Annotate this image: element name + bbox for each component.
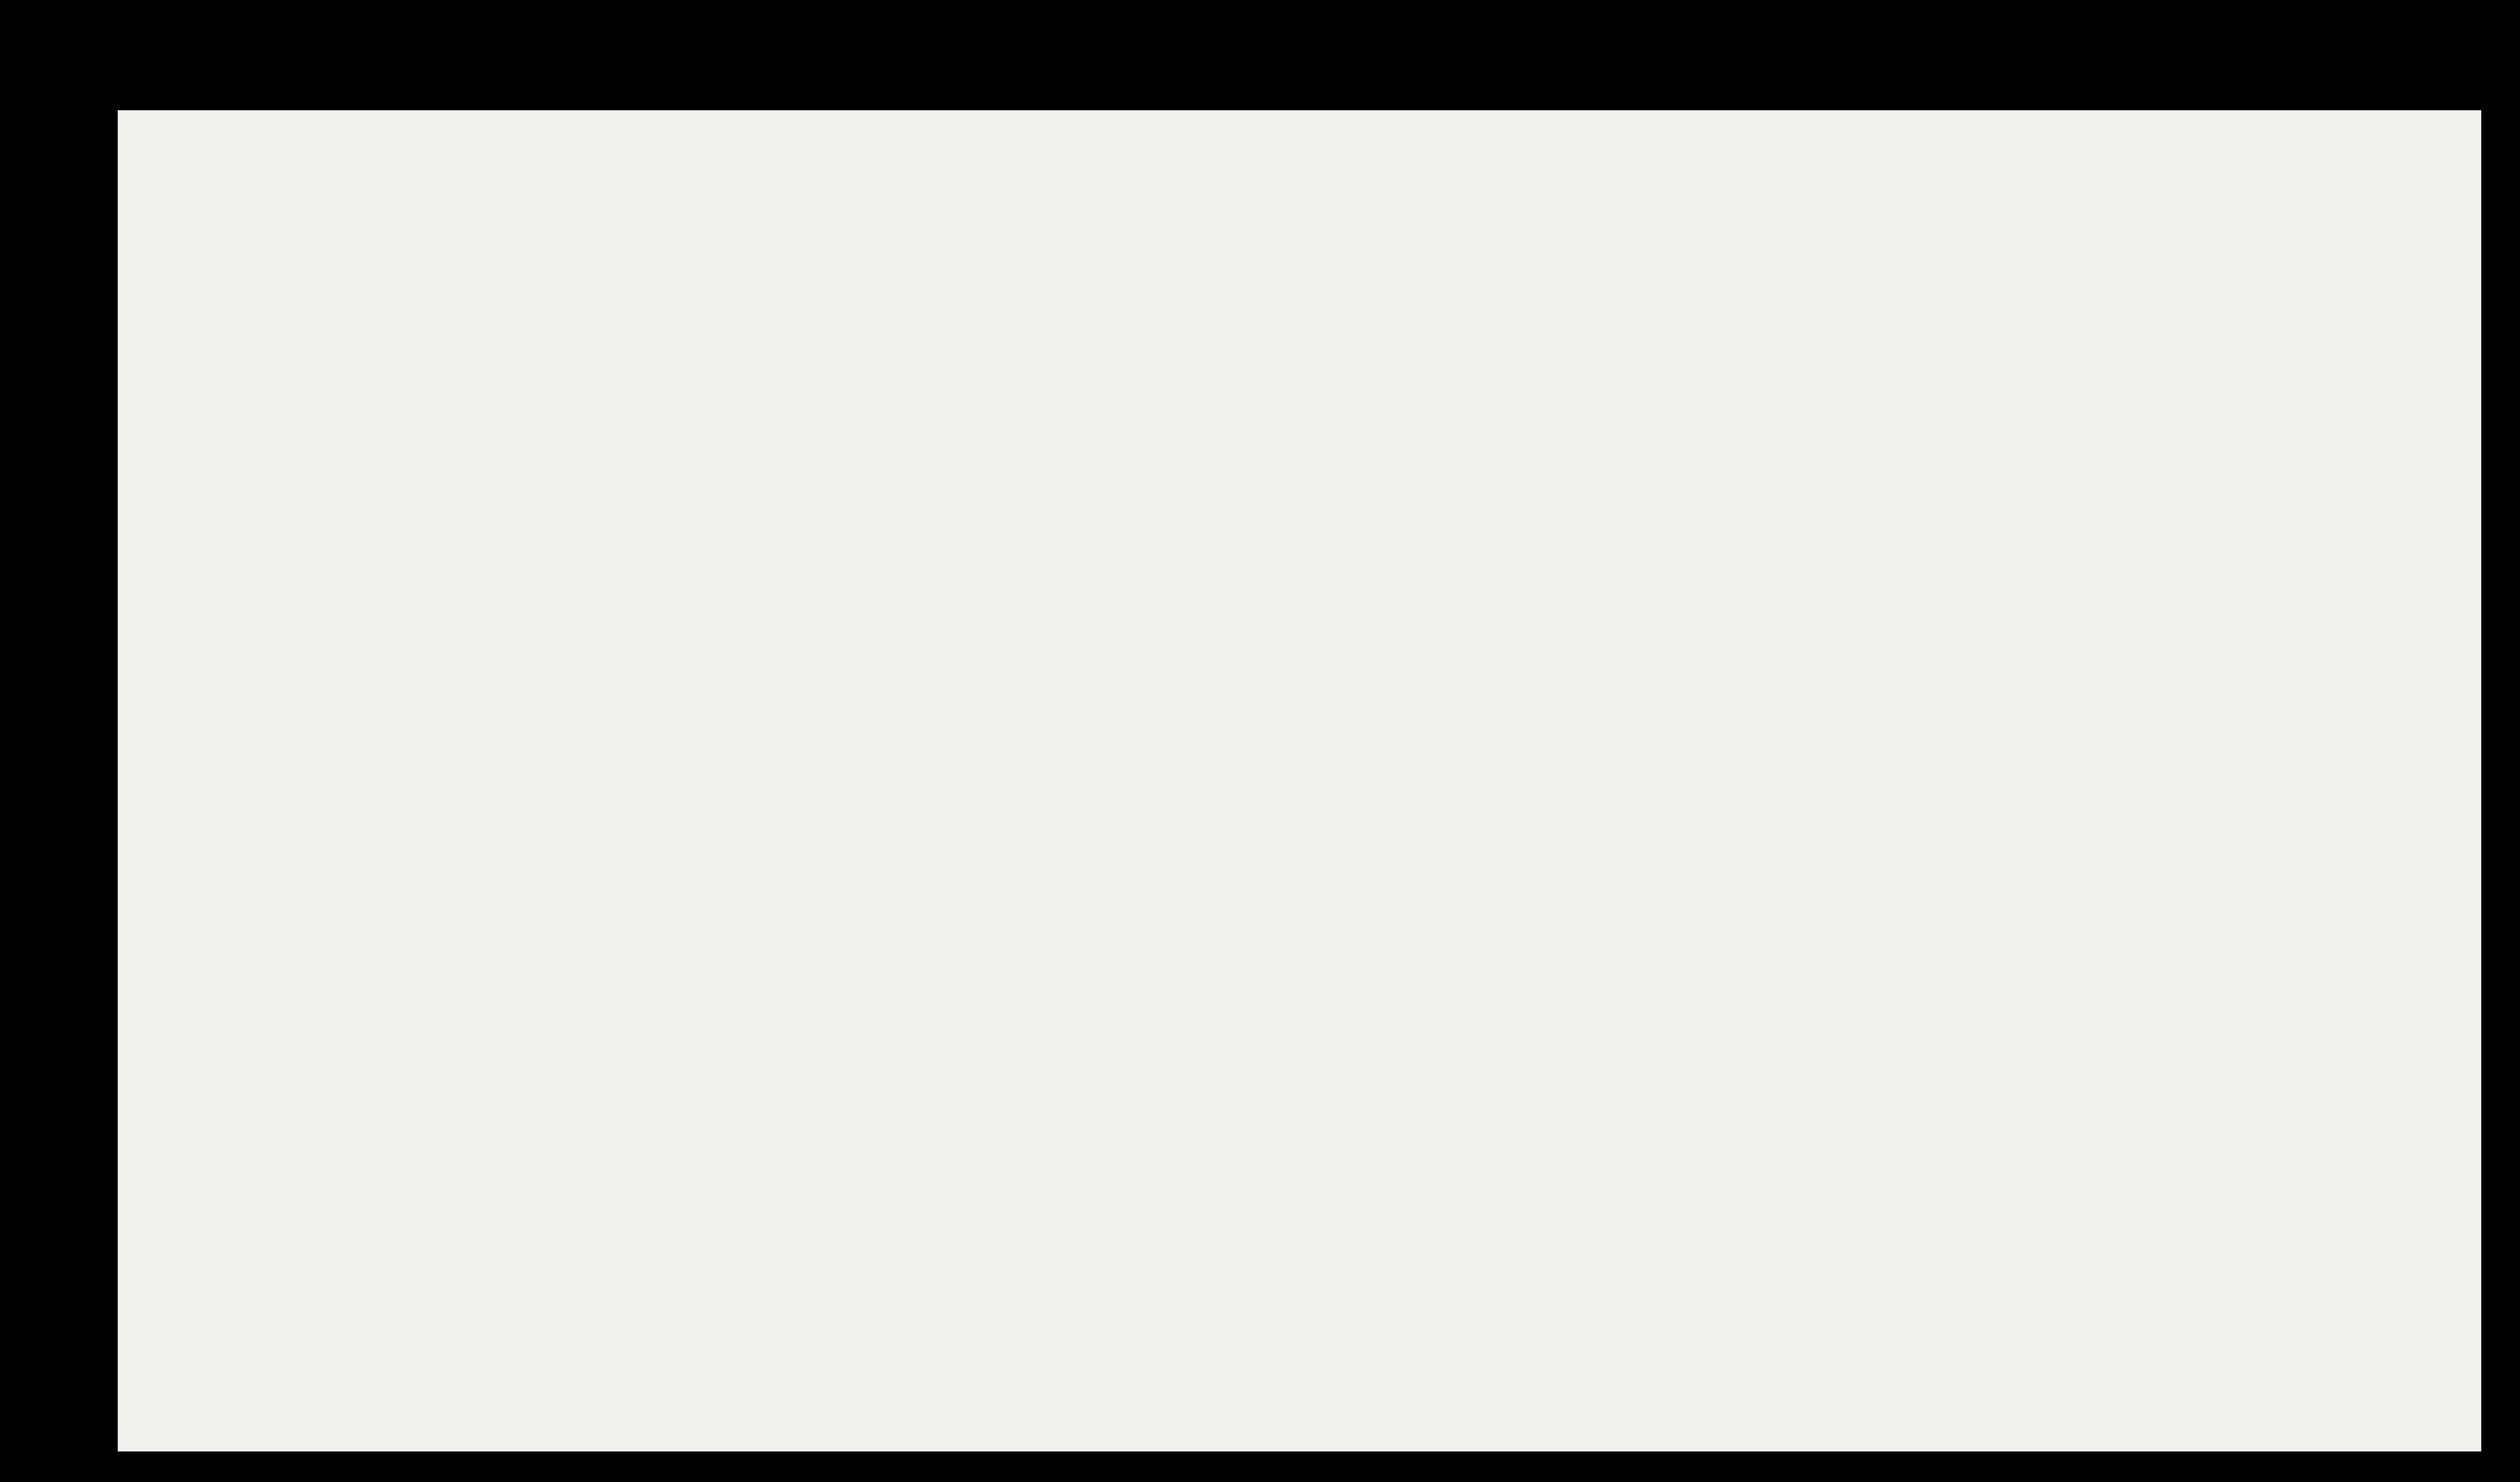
census-card-sheet xyxy=(118,110,2481,1451)
table-grid xyxy=(118,110,2481,1451)
